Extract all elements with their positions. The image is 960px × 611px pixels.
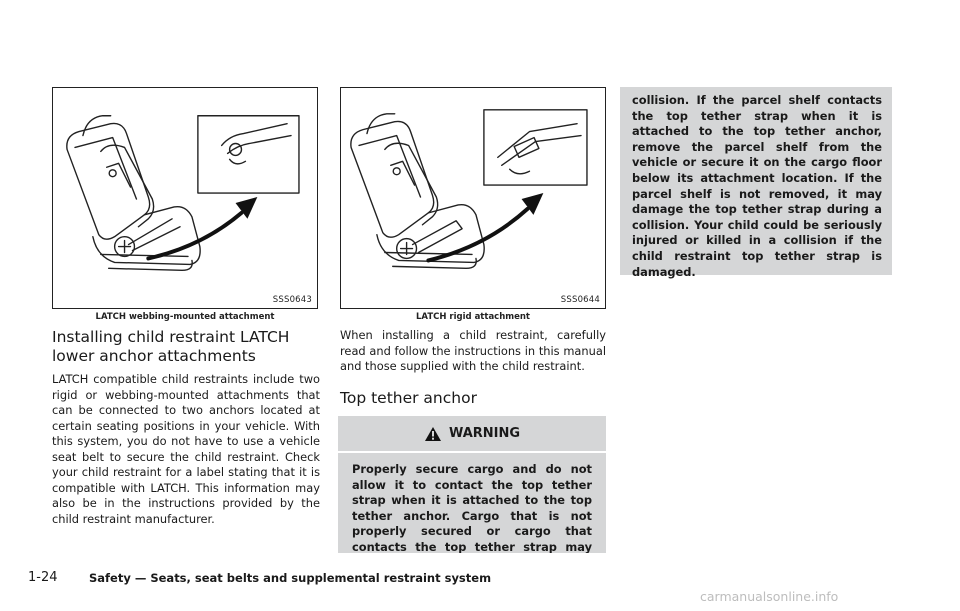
- figure-code: SSS0644: [560, 295, 600, 305]
- watermark: carmanualsonline.info: [700, 589, 839, 604]
- install-note: When installing a child restraint, carefully read and follow the instructions in this manual and those supplied with the child restraint.: [340, 328, 606, 373]
- latch-paragraph: LATCH compatible child restraints include two rigid or webbing-mounted attachments that can be connected to two anchors located at certain seating positions in your vehicle. With this system, you do not have to use a vehicle seat belt to secure the child restraint. Check your child restraint for a label stating that it is compatible with LATCH. This information may also be in the instructions provided by the child restraint manufacturer.: [52, 372, 320, 526]
- section-heading-latch: [52, 328, 289, 366]
- warning-header: [338, 416, 606, 451]
- warning-text: collision. If the parcel shelf contacts the top tether strap when it is attached to the top tether anchor, remove the parcel shelf from the vehicle or secure it on the cargo floor below its attachment location. If the parcel shelf is not removed, it may damage the top tether strap during a collision. Your child could be seriously injured or killed in a collision if the child restraint top tether strap is damaged.: [632, 93, 882, 279]
- figure-code: SSS0643: [272, 295, 312, 305]
- warning-text: Properly secure cargo and do not allow it to contact the top tether strap when it is attached to the top tether anchor. Cargo that is not properly secured or cargo that contacts the top tether strap may: [352, 462, 592, 553]
- warning-title: WARNING: [448, 426, 521, 441]
- heading-line: lower anchor attachments: [52, 347, 256, 365]
- figure-caption: LATCH rigid attachment: [415, 312, 530, 322]
- section-heading-tether: Top tether anchor: [340, 389, 477, 407]
- seat-illustration-webbing: [53, 88, 317, 308]
- figure-rigid-attachment: [340, 87, 606, 309]
- warning-body: [338, 453, 606, 553]
- figure-caption: LATCH webbing-mounted attachment: [95, 312, 275, 322]
- warning-triangle-icon: [424, 426, 442, 442]
- heading-line: Installing child restraint LATCH: [52, 328, 290, 346]
- figure-webbing-attachment: [52, 87, 318, 309]
- page-number: 1-24: [28, 570, 58, 585]
- seat-illustration-rigid: [341, 88, 605, 308]
- footer-title: Safety — Seats, seat belts and supplemental restraint system: [89, 571, 492, 585]
- warning-continuation: [620, 87, 892, 279]
